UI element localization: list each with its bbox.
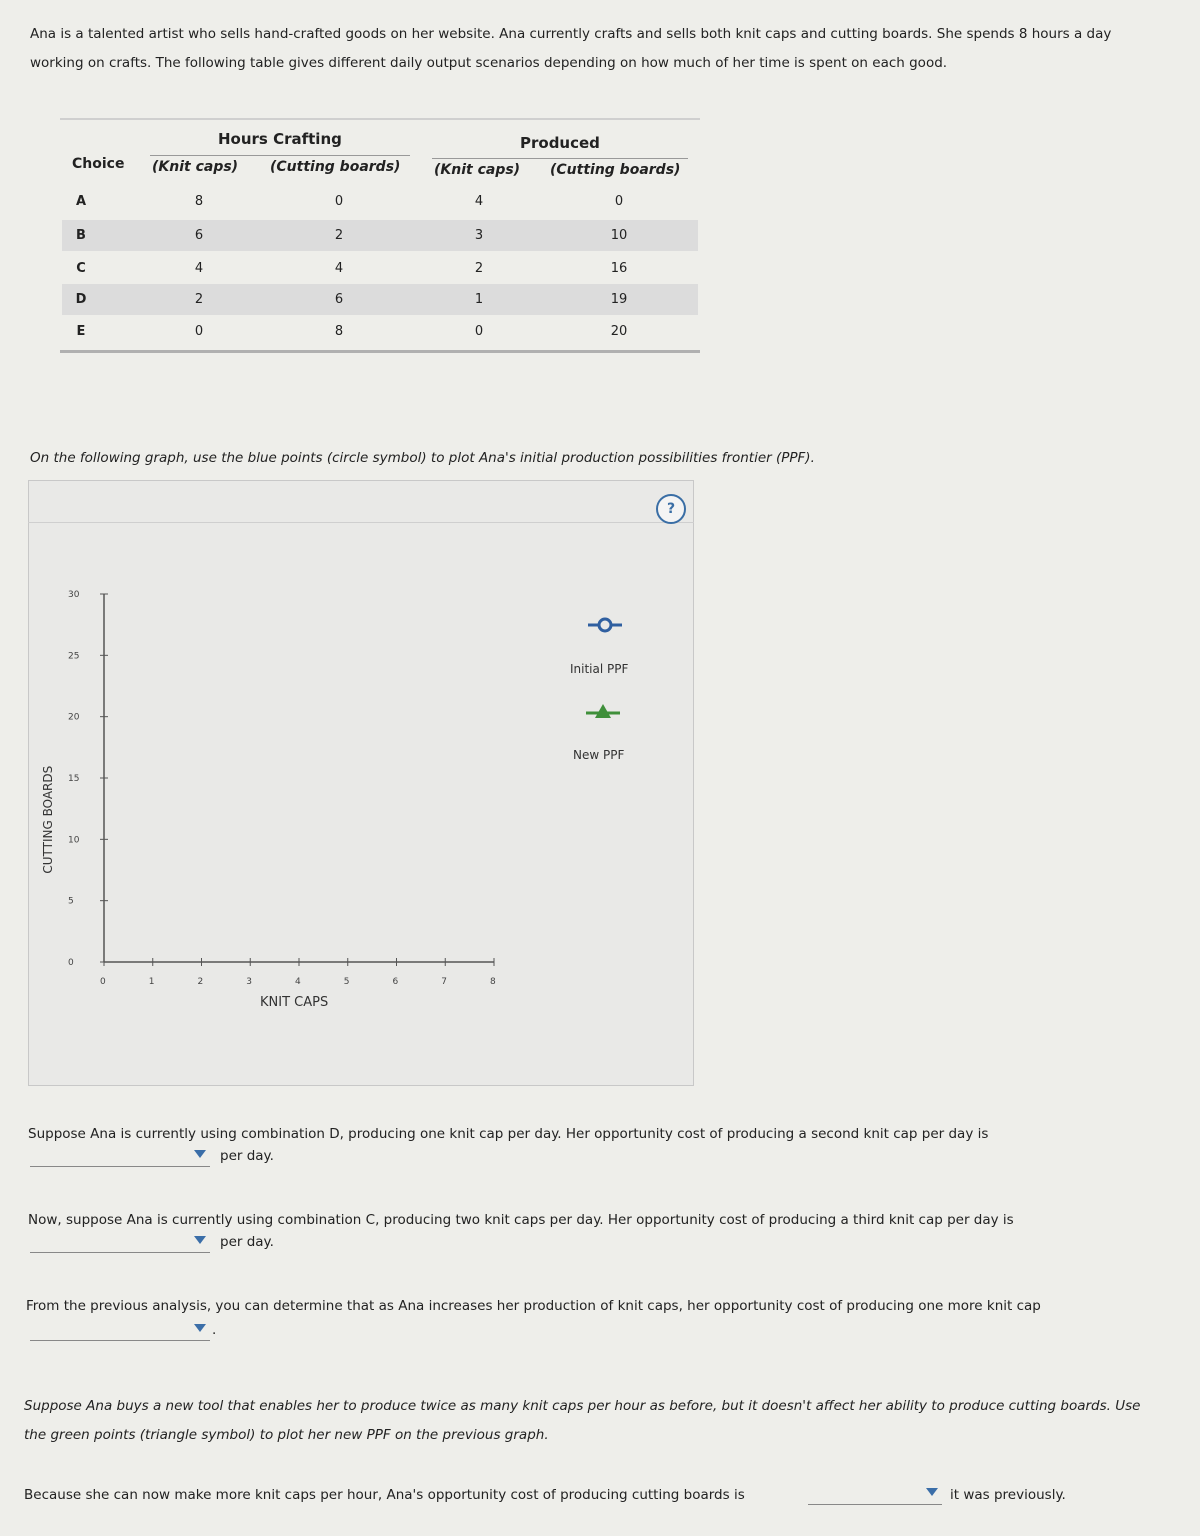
ppf-chart[interactable] bbox=[28, 480, 692, 1084]
chevron-down-icon bbox=[926, 1488, 938, 1496]
q1-dropdown[interactable] bbox=[30, 1146, 210, 1167]
q3-dropdown[interactable] bbox=[30, 1320, 210, 1341]
table-row bbox=[62, 284, 698, 315]
x-tick-label: 7 bbox=[441, 977, 447, 987]
cell-choice: E bbox=[76, 324, 86, 339]
produced-underline bbox=[432, 158, 688, 159]
cell-produced-knit: 4 bbox=[474, 194, 484, 209]
cell-hours-knit: 2 bbox=[194, 292, 204, 307]
q4-prefix: Because she can now make more knit caps per hour, Ana's opportunity cost of producing cutting boards is bbox=[24, 1487, 745, 1503]
x-tick-label: 1 bbox=[148, 977, 155, 987]
x-tick-label: 2 bbox=[197, 977, 204, 987]
cell-hours-boards: 4 bbox=[334, 261, 344, 276]
cell-produced-boards: 0 bbox=[614, 194, 624, 209]
triangle-symbol-icon[interactable] bbox=[595, 704, 611, 718]
legend-new-ppf: New PPF bbox=[573, 748, 625, 762]
new-ppf-tool[interactable] bbox=[586, 704, 620, 718]
circle-symbol-icon[interactable] bbox=[599, 619, 611, 631]
graph-instruction: On the following graph, use the blue points (circle symbol) to plot Ana's initial production possibilities frontier (PPF). bbox=[30, 450, 815, 466]
cell-produced-knit: 2 bbox=[474, 261, 484, 276]
y-tick-label: 15 bbox=[68, 774, 80, 784]
col-produced-knit: (Knit caps) bbox=[434, 162, 521, 178]
cell-hours-knit: 6 bbox=[194, 228, 204, 243]
y-tick-label: 10 bbox=[68, 835, 80, 846]
x-tick-label: 5 bbox=[343, 977, 350, 987]
cell-hours-boards: 8 bbox=[334, 324, 344, 339]
cell-produced-boards: 10 bbox=[610, 228, 628, 243]
col-produced-boards: (Cutting boards) bbox=[550, 162, 681, 178]
q4-suffix: it was previously. bbox=[950, 1487, 1066, 1503]
y-tick-label: 20 bbox=[68, 712, 80, 723]
col-hours-knit: (Knit caps) bbox=[152, 159, 239, 175]
q2-dropdown[interactable] bbox=[30, 1232, 210, 1253]
table-row bbox=[62, 186, 698, 217]
q1-suffix: per day. bbox=[220, 1148, 274, 1164]
help-icon[interactable]: ? bbox=[656, 494, 686, 524]
cell-hours-knit: 0 bbox=[194, 324, 204, 339]
x-tick-label: 0 bbox=[100, 977, 106, 987]
cell-produced-boards: 16 bbox=[610, 261, 628, 276]
y-tick-label: 30 bbox=[68, 590, 80, 600]
q2-suffix: per day. bbox=[220, 1234, 274, 1250]
y-axis-label: CUTTING BOARDS bbox=[41, 765, 55, 874]
produced-heading: Produced bbox=[520, 134, 600, 152]
col-hours-boards: (Cutting boards) bbox=[270, 159, 401, 175]
table-row bbox=[62, 316, 698, 347]
y-tick-label: 0 bbox=[68, 958, 74, 968]
table-top-rule bbox=[60, 118, 700, 120]
q3-suffix: . bbox=[212, 1322, 217, 1338]
cell-produced-boards: 20 bbox=[610, 324, 628, 339]
hours-crafting-underline bbox=[150, 155, 410, 156]
y-tick-label: 5 bbox=[68, 896, 74, 907]
table-row bbox=[62, 220, 698, 251]
table-row bbox=[62, 253, 698, 284]
initial-ppf-tool[interactable] bbox=[588, 619, 622, 631]
cell-choice: A bbox=[75, 194, 87, 209]
col-choice: Choice bbox=[72, 156, 125, 172]
new-tool-instruction: Suppose Ana buys a new tool that enables her to produce twice as many knit caps per hour as before, but it doesn't affect her ability to produce cutting boards. Use the green points (triangle symbol) to plot her new PPF on the previous graph. bbox=[24, 1398, 1141, 1443]
cell-choice: C bbox=[76, 261, 86, 276]
x-axis-label: KNIT CAPS bbox=[260, 995, 329, 1010]
x-tick-label: 4 bbox=[295, 977, 301, 987]
y-tick-label: 25 bbox=[68, 651, 80, 662]
chevron-down-icon bbox=[194, 1150, 206, 1158]
cell-produced-boards: 19 bbox=[610, 292, 628, 307]
table-bottom-rule bbox=[60, 350, 700, 353]
cell-produced-knit: 1 bbox=[474, 292, 484, 307]
q3-text: From the previous analysis, you can determine that as Ana increases her production of knit caps, her opportunity cost of producing one more knit cap bbox=[26, 1298, 1041, 1314]
chevron-down-icon bbox=[194, 1236, 206, 1244]
q4-dropdown[interactable] bbox=[808, 1484, 942, 1505]
cell-hours-boards: 2 bbox=[334, 228, 344, 243]
chevron-down-icon bbox=[194, 1324, 206, 1332]
x-tick-label: 8 bbox=[490, 977, 496, 987]
x-tick-label: 3 bbox=[246, 977, 252, 987]
legend-initial-ppf: Initial PPF bbox=[570, 662, 629, 676]
hours-crafting-heading: Hours Crafting bbox=[218, 130, 342, 148]
cell-choice: D bbox=[75, 292, 87, 307]
cell-produced-knit: 0 bbox=[474, 324, 484, 339]
q1-text: Suppose Ana is currently using combination D, producing one knit cap per day. Her opportunity cost of producing a second knit cap per day is bbox=[28, 1126, 989, 1142]
intro-text: Ana is a talented artist who sells hand-crafted goods on her website. Ana currently crafts and sells both knit caps and cutting boards. She spends 8 hours a day working on crafts. The following table gives different daily output scenarios depending on how much of her time is spent on each good. bbox=[30, 26, 1112, 71]
x-tick-label: 6 bbox=[392, 977, 399, 987]
cell-choice: B bbox=[76, 228, 86, 243]
cell-hours-boards: 0 bbox=[334, 194, 344, 209]
cell-produced-knit: 3 bbox=[474, 228, 484, 243]
cell-hours-knit: 8 bbox=[194, 194, 204, 209]
cell-hours-knit: 4 bbox=[194, 261, 204, 276]
q2-text: Now, suppose Ana is currently using combination C, producing two knit caps per day. Her opportunity cost of producing a third knit cap per day is bbox=[28, 1212, 1014, 1228]
cell-hours-boards: 6 bbox=[334, 292, 344, 307]
